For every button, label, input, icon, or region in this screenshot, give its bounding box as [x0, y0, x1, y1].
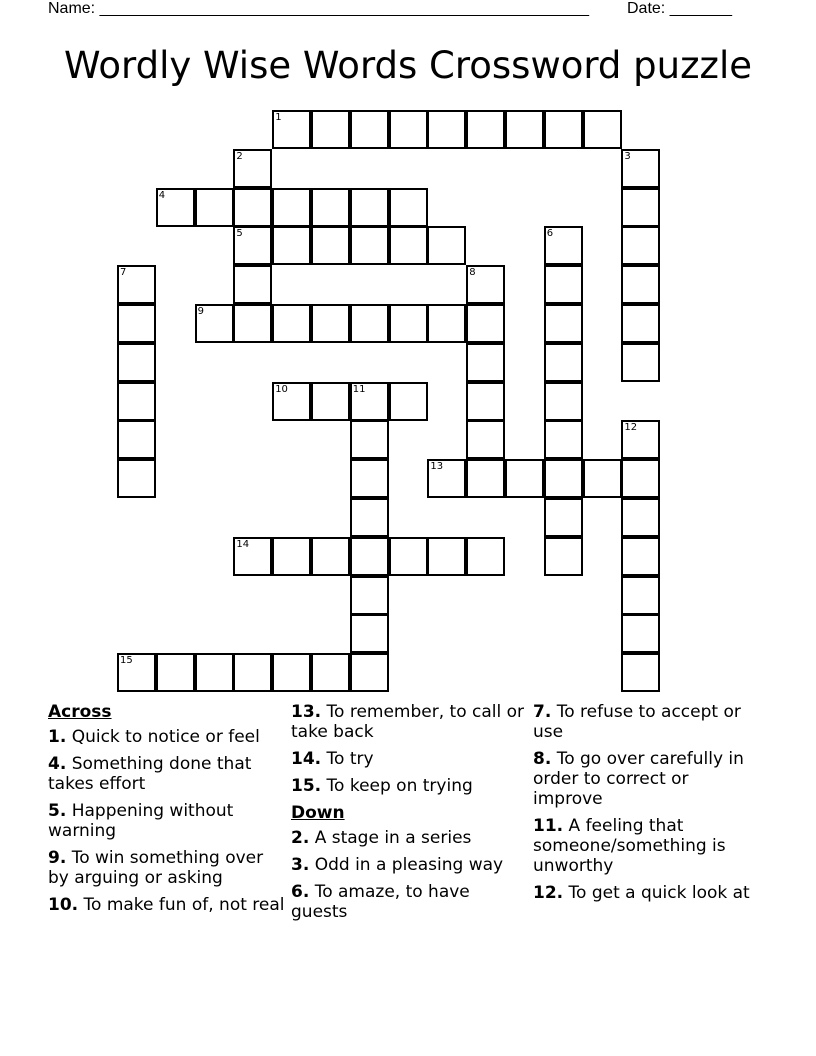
- clue-column-1: [48, 702, 286, 922]
- crossword-cell[interactable]: [621, 576, 660, 615]
- crossword-cell[interactable]: [583, 110, 622, 149]
- down-clue: [291, 828, 529, 848]
- crossword-cell[interactable]: [156, 653, 195, 692]
- crossword-cell[interactable]: [272, 304, 311, 343]
- clue-number: 10.: [48, 895, 79, 915]
- crossword-cell[interactable]: [389, 382, 428, 421]
- crossword-cell[interactable]: [195, 188, 234, 227]
- clue-text: To go over carefully in order to correct or improve: [533, 749, 744, 809]
- crossword-cell[interactable]: [621, 265, 660, 304]
- across-clue: [48, 727, 286, 747]
- cell-number: 6: [546, 228, 554, 240]
- cell-number: 5: [236, 228, 243, 240]
- down-clue: [533, 883, 753, 903]
- clue-text: To get a quick look at: [568, 883, 750, 903]
- across-clue: [48, 754, 286, 794]
- crossword-cell[interactable]: [195, 653, 234, 692]
- crossword-cell[interactable]: [311, 382, 350, 421]
- clue-column-2: [291, 702, 529, 929]
- crossword-cell[interactable]: [583, 459, 622, 498]
- crossword-cell[interactable]: [311, 188, 350, 227]
- crossword-cell[interactable]: [233, 537, 272, 576]
- clue-text: Quick to notice or feel: [71, 727, 260, 747]
- crossword-cell[interactable]: [311, 110, 350, 149]
- cell-number: 13: [430, 461, 444, 473]
- clue-number: 8.: [533, 749, 552, 769]
- crossword-cell[interactable]: [389, 110, 428, 149]
- down-clue: [533, 749, 753, 809]
- clue-number: 1.: [48, 727, 67, 747]
- crossword-cell[interactable]: [544, 226, 583, 265]
- crossword-cell[interactable]: [233, 653, 272, 692]
- crossword-cell[interactable]: [272, 188, 311, 227]
- crossword-cell[interactable]: [350, 653, 389, 692]
- crossword-cell[interactable]: [621, 498, 660, 537]
- crossword-cell[interactable]: [350, 576, 389, 615]
- crossword-cell[interactable]: [311, 304, 350, 343]
- crossword-cell[interactable]: [544, 110, 583, 149]
- crossword-cell[interactable]: [311, 537, 350, 576]
- crossword-cell[interactable]: [233, 304, 272, 343]
- cell-number: 12: [624, 422, 638, 434]
- crossword-cell[interactable]: [466, 382, 505, 421]
- cell-number: 15: [120, 655, 133, 667]
- crossword-cell[interactable]: [389, 188, 428, 227]
- crossword-cell[interactable]: [233, 265, 272, 304]
- crossword-cell[interactable]: [233, 149, 272, 188]
- cell-number: 9: [197, 306, 204, 317]
- clue-text: A stage in a series: [314, 828, 472, 848]
- crossword-cell[interactable]: [505, 459, 544, 498]
- clue-number: 9.: [48, 848, 67, 868]
- crossword-cell[interactable]: [272, 110, 311, 149]
- cell-number: 2: [236, 150, 243, 162]
- crossword-cell[interactable]: [233, 226, 272, 265]
- date-line: Date: _______: [627, 0, 732, 17]
- crossword-cell[interactable]: [350, 459, 389, 498]
- down-heading: Down: [291, 803, 345, 823]
- crossword-cell[interactable]: [272, 382, 311, 421]
- cell-number: 4: [158, 189, 166, 201]
- crossword-cell[interactable]: [350, 614, 389, 653]
- clue-text: Something done that takes effort: [48, 754, 252, 794]
- down-clue: [533, 702, 753, 742]
- crossword-cell[interactable]: [466, 265, 505, 304]
- crossword-cell[interactable]: [350, 537, 389, 576]
- crossword-cell[interactable]: [389, 304, 428, 343]
- crossword-cell[interactable]: [466, 343, 505, 382]
- across-clue: [48, 895, 286, 915]
- crossword-cell[interactable]: [544, 265, 583, 304]
- crossword-cell[interactable]: [427, 537, 466, 576]
- crossword-cell[interactable]: [427, 110, 466, 149]
- cell-number: 7: [120, 267, 127, 279]
- clue-number: 14.: [291, 749, 322, 769]
- crossword-cell[interactable]: [621, 459, 660, 498]
- crossword-cell[interactable]: [350, 110, 389, 149]
- across-clue: [291, 702, 529, 742]
- crossword-cell[interactable]: [621, 226, 660, 265]
- crossword-cell[interactable]: [544, 498, 583, 537]
- crossword-cell[interactable]: [233, 188, 272, 227]
- crossword-cell[interactable]: [466, 537, 505, 576]
- clue-text: To remember, to call or take back: [291, 702, 525, 742]
- crossword-cell[interactable]: [117, 420, 156, 459]
- name-line: Name: _______________________________________________________: [48, 0, 589, 17]
- crossword-cell[interactable]: [621, 188, 660, 227]
- clue-number: 3.: [291, 855, 310, 875]
- crossword-cell[interactable]: [350, 226, 389, 265]
- crossword-cell[interactable]: [272, 653, 311, 692]
- down-clue: [291, 855, 529, 875]
- crossword-cell[interactable]: [427, 304, 466, 343]
- crossword-cell[interactable]: [466, 459, 505, 498]
- crossword-cell[interactable]: [117, 343, 156, 382]
- crossword-cell[interactable]: [117, 653, 156, 692]
- cell-number: 1: [275, 112, 282, 123]
- across-clue: [48, 848, 286, 888]
- crossword-cell[interactable]: [311, 653, 350, 692]
- clue-number: 2.: [291, 828, 310, 848]
- crossword-cell[interactable]: [350, 382, 389, 421]
- crossword-cell[interactable]: [621, 537, 660, 576]
- crossword-cell[interactable]: [621, 304, 660, 343]
- crossword-cell[interactable]: [544, 459, 583, 498]
- crossword-cell[interactable]: [544, 420, 583, 459]
- crossword-cell[interactable]: [427, 459, 466, 498]
- crossword-cell[interactable]: [621, 653, 660, 692]
- clue-text: To refuse to accept or use: [533, 702, 741, 742]
- crossword-cell[interactable]: [466, 304, 505, 343]
- crossword-cell[interactable]: [272, 226, 311, 265]
- across-clue: [291, 749, 529, 769]
- cell-number: 10: [275, 383, 288, 395]
- clue-text: To win something over by arguing or asking: [48, 848, 264, 888]
- crossword-cell[interactable]: [505, 110, 544, 149]
- crossword-cell[interactable]: [621, 343, 660, 382]
- crossword-cell[interactable]: [117, 459, 156, 498]
- across-clue: [291, 776, 529, 796]
- puzzle-title: Wordly Wise Words Crossword puzzle: [64, 44, 752, 87]
- crossword-cell[interactable]: [272, 537, 311, 576]
- clue-text: To amaze, to have guests: [291, 882, 470, 922]
- crossword-cell[interactable]: [389, 226, 428, 265]
- cell-number: 11: [352, 383, 366, 395]
- crossword-cell[interactable]: [621, 149, 660, 188]
- clue-number: 7.: [533, 702, 552, 722]
- crossword-cell[interactable]: [389, 537, 428, 576]
- crossword-cell[interactable]: [466, 420, 505, 459]
- clue-text: Happening without warning: [48, 801, 234, 841]
- crossword-cell[interactable]: [117, 304, 156, 343]
- clue-number: 12.: [533, 883, 564, 903]
- across-clue: [48, 801, 286, 841]
- crossword-cell[interactable]: [117, 265, 156, 304]
- clue-number: 5.: [48, 801, 67, 821]
- clue-text: A feeling that someone/something is unworthy: [533, 816, 726, 876]
- crossword-cell[interactable]: [544, 343, 583, 382]
- down-clue: [291, 882, 529, 922]
- clue-text: To make fun of, not real: [83, 895, 285, 915]
- crossword-cell[interactable]: [311, 226, 350, 265]
- clue-text: To try: [326, 749, 374, 769]
- crossword-cell[interactable]: [621, 614, 660, 653]
- crossword-cell[interactable]: [544, 537, 583, 576]
- crossword-cell[interactable]: [350, 188, 389, 227]
- crossword-cell[interactable]: [350, 304, 389, 343]
- across-heading: Across: [48, 702, 112, 722]
- crossword-cell[interactable]: [427, 226, 466, 265]
- clue-number: 4.: [48, 754, 67, 774]
- clue-number: 11.: [533, 816, 564, 836]
- clue-text: To keep on trying: [326, 776, 473, 796]
- crossword-cell[interactable]: [195, 304, 234, 343]
- crossword-cell[interactable]: [156, 188, 195, 227]
- cell-number: 3: [624, 150, 631, 162]
- crossword-cell[interactable]: [621, 420, 660, 459]
- crossword-cell[interactable]: [466, 110, 505, 149]
- clue-number: 15.: [291, 776, 322, 796]
- clue-number: 6.: [291, 882, 310, 902]
- clue-column-3: [533, 702, 753, 910]
- clue-text: Odd in a pleasing way: [314, 855, 504, 875]
- crossword-cell[interactable]: [544, 382, 583, 421]
- crossword-cell[interactable]: [117, 382, 156, 421]
- cell-number: 8: [469, 267, 476, 279]
- down-clue: [533, 816, 753, 876]
- crossword-cell[interactable]: [350, 420, 389, 459]
- crossword-cell[interactable]: [544, 304, 583, 343]
- clue-number: 13.: [291, 702, 322, 722]
- cell-number: 14: [236, 538, 250, 550]
- crossword-cell[interactable]: [350, 498, 389, 537]
